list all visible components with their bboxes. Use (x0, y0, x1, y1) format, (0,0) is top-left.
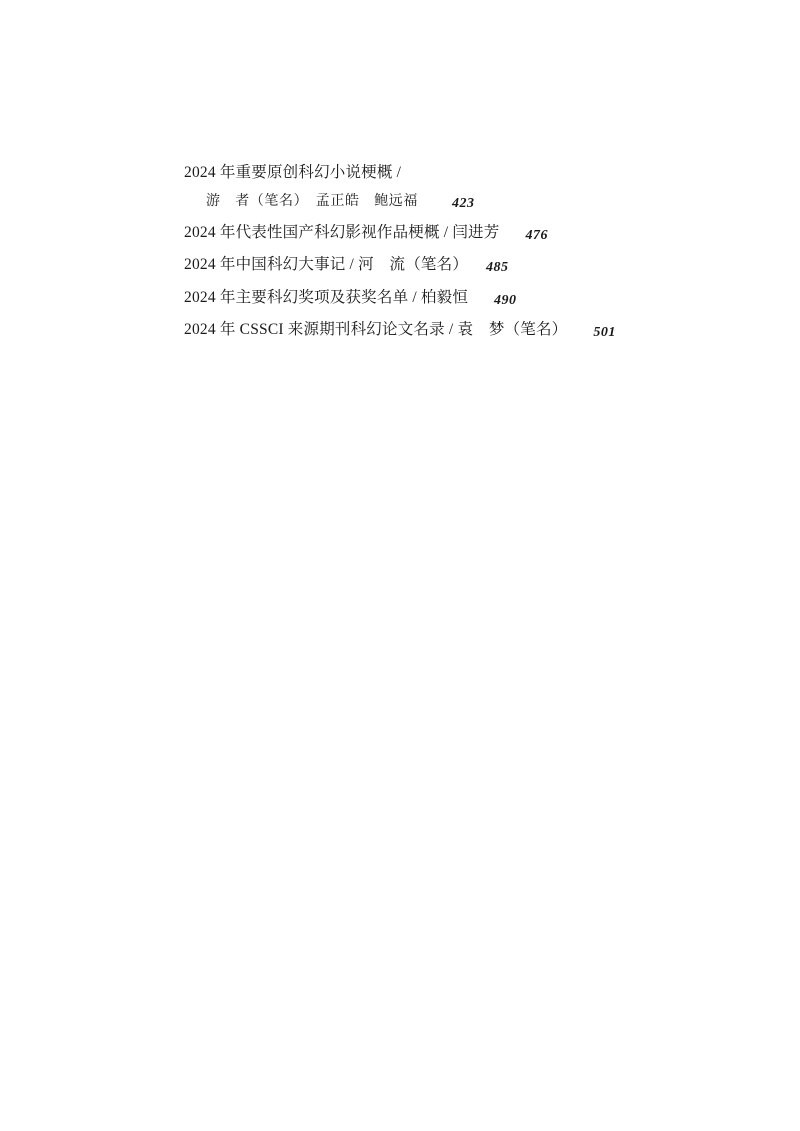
table-of-contents (184, 158, 724, 347)
toc-entry-second-line (184, 188, 724, 216)
toc-entry-authors: 游 者（笔名） 孟正皓 鲍远福 (206, 194, 418, 210)
toc-entry-page: 490 (494, 292, 517, 308)
toc-entry-title: 2024 年 CSSCI 来源期刊科幻论文名录 / 袁 梦（笔名） (184, 320, 568, 338)
toc-entry[interactable] (184, 315, 724, 345)
toc-entry-title: 2024 年主要科幻奖项及获奖名单 / 柏毅恒 (184, 288, 469, 306)
toc-entry-page: 501 (593, 324, 616, 340)
toc-entry-page: 485 (486, 260, 509, 276)
toc-entry[interactable] (184, 158, 724, 216)
toc-entry-title: 2024 年重要原创科幻小说梗概 / (184, 164, 402, 181)
toc-entry-page: 476 (525, 228, 548, 244)
toc-entry-title: 2024 年代表性国产科幻影视作品梗概 / 闫进芳 (184, 224, 500, 242)
toc-entry[interactable] (184, 250, 724, 280)
toc-entry[interactable] (184, 218, 724, 248)
toc-entry[interactable] (184, 283, 724, 313)
toc-entry-title: 2024 年中国科幻大事记 / 河 流（笔名） (184, 256, 469, 274)
toc-entry-page: 423 (452, 196, 475, 212)
